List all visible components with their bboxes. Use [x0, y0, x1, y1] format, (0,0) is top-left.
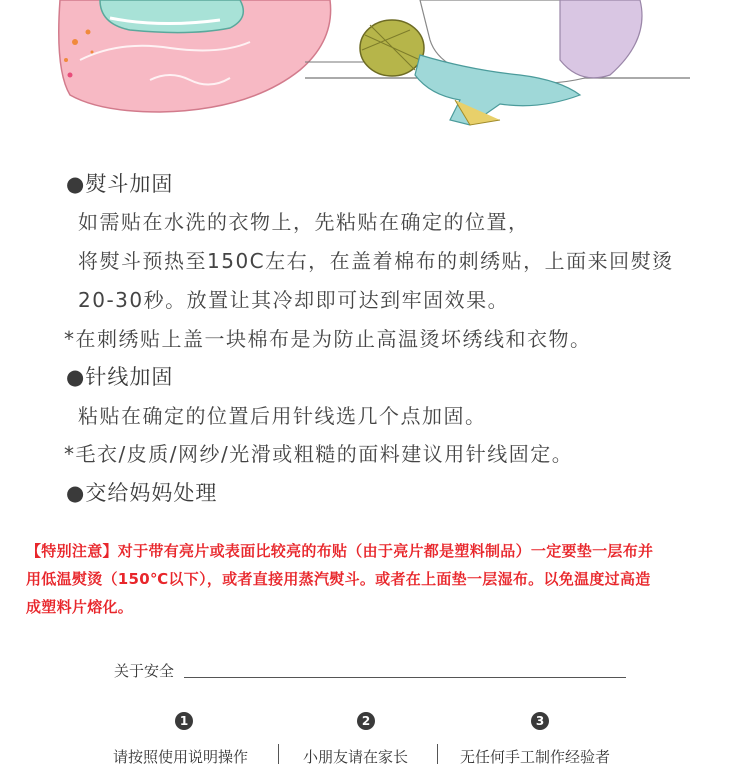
special-notice-line: 成塑料片熔化。 — [26, 598, 134, 616]
instruction-line: 20-30秒。放置让其冷却即可达到牢固效果。 — [78, 288, 510, 312]
tip-number-badge: 2 — [357, 712, 375, 730]
instruction-note: *在刺绣贴上盖一块棉布是为防止高温烫坏绣线和衣物。 — [64, 327, 592, 351]
section-heading-sewing: ●针线加固 — [66, 365, 174, 389]
special-notice-line: 用低温熨烫（150℃以下），或者直接用蒸汽熨斗。或者在上面垫一层湿布。以免温度过高造 — [26, 570, 651, 588]
tip-separator — [278, 744, 279, 764]
tip-number-badge: 3 — [531, 712, 549, 730]
section-heading-iron: ●熨斗加固 — [66, 172, 174, 196]
illustration-ironing — [0, 0, 750, 130]
section-heading-mom: ●交给妈妈处理 — [66, 481, 218, 505]
instruction-line: 如需贴在水洗的衣物上，先粘贴在确定的位置， — [78, 210, 530, 234]
tip-separator — [437, 744, 438, 764]
safety-tip: 无任何手工制作经验者 — [460, 748, 611, 766]
safety-header — [114, 660, 634, 682]
fabric-illustration — [305, 0, 690, 125]
instruction-line: 将熨斗预热至150C左右，在盖着棉布的刺绣贴，上面来回熨烫 — [78, 249, 674, 273]
tip-number-badge: 1 — [175, 712, 193, 730]
iron-illustration — [59, 0, 331, 112]
safety-label: 关于安全 — [114, 662, 175, 680]
safety-tip: 请按照使用说明操作 — [113, 748, 249, 766]
instruction-note: *毛衣/皮质/网纱/光滑或粗糙的面料建议用针线固定。 — [64, 442, 574, 466]
special-notice-line: 【特别注意】对于带有亮片或表面比较亮的布贴（由于亮片都是塑料制品）一定要垫一层布并 — [26, 542, 654, 560]
instruction-line: 粘贴在确定的位置后用针线选几个点加固。 — [78, 404, 487, 428]
safety-divider — [184, 677, 626, 678]
safety-tip: 小朋友请在家长 — [303, 748, 409, 766]
